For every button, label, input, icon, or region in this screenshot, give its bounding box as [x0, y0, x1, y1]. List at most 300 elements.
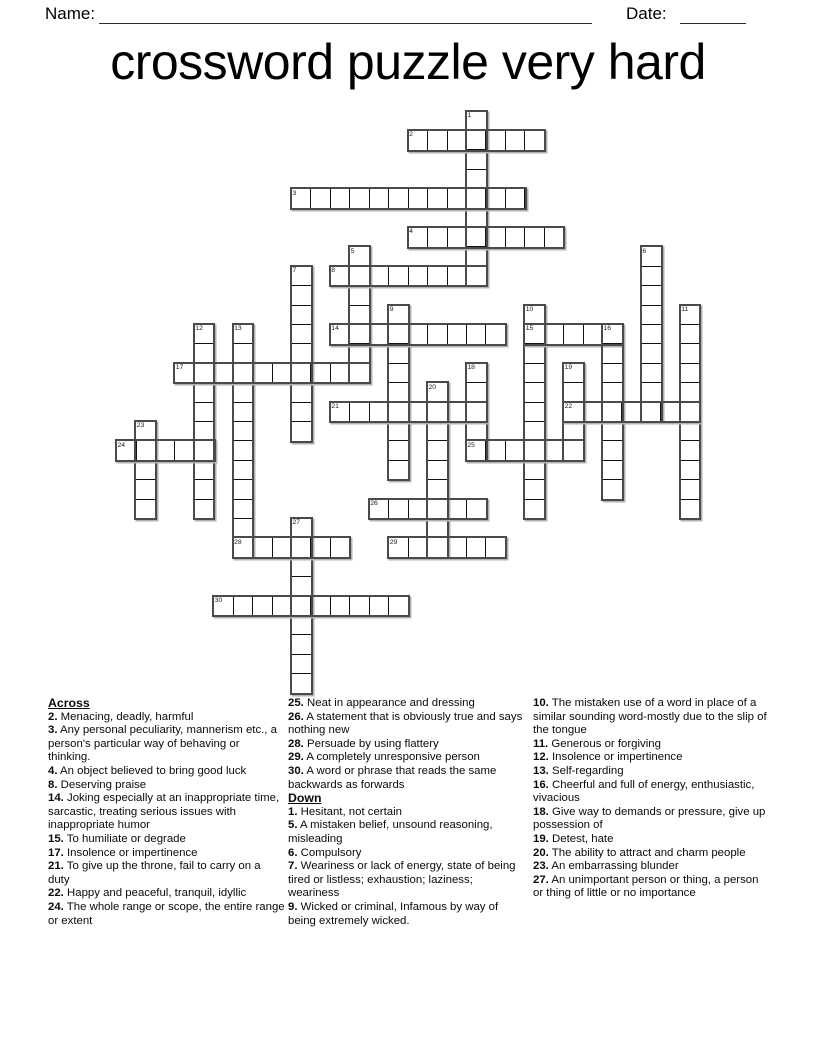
grid-cell[interactable]: [408, 130, 429, 151]
grid-cell[interactable]: [194, 363, 215, 384]
clue-22: 22. Happy and peaceful, tranquil, idyllic: [48, 887, 247, 900]
clue-27: 27. An unimportant person or thing, a person or thing of little or no importance: [533, 873, 759, 900]
grid-cell[interactable]: [291, 596, 312, 617]
grid-cell[interactable]: [563, 324, 584, 345]
grid-cell[interactable]: [408, 324, 429, 345]
grid-cell[interactable]: [641, 285, 662, 306]
grid-cell[interactable]: [194, 421, 215, 442]
grid-cell[interactable]: [563, 440, 584, 461]
grid-cell[interactable]: [641, 343, 662, 364]
grid-cell[interactable]: [466, 130, 487, 151]
cell-number: 22: [564, 403, 573, 410]
cell-number: 27: [292, 519, 301, 527]
grid-cell[interactable]: [544, 227, 565, 248]
grid-cell[interactable]: [291, 363, 312, 384]
grid-cell[interactable]: [291, 285, 312, 306]
grid-cell[interactable]: [427, 402, 448, 423]
grid-cell[interactable]: [272, 596, 293, 617]
grid-cell[interactable]: [310, 537, 331, 558]
clue-28: 28. Persuade by using flattery: [288, 737, 439, 750]
grid-cell[interactable]: [466, 266, 487, 287]
clue-number: 29.: [288, 751, 304, 764]
clue-number: 26.: [288, 710, 304, 723]
clue-17: 17. Insolence or impertinence: [48, 846, 198, 859]
clue-number: 2.: [48, 710, 58, 723]
grid-cell[interactable]: [272, 537, 293, 558]
clue-number: 28.: [288, 737, 304, 750]
grid-cell[interactable]: [349, 188, 370, 209]
grid-cell[interactable]: [524, 421, 545, 442]
grid-cell[interactable]: [602, 363, 623, 384]
grid-cell[interactable]: [369, 596, 390, 617]
grid-cell[interactable]: [524, 479, 545, 500]
grid-cell[interactable]: [369, 188, 390, 209]
cell-number: 21: [331, 403, 339, 410]
grid-cell[interactable]: [466, 537, 487, 558]
grid-cell[interactable]: [291, 266, 312, 287]
grid-cell[interactable]: [116, 440, 137, 461]
grid-cell[interactable]: [466, 169, 487, 190]
grid-cell[interactable]: [330, 324, 351, 345]
grid-cell[interactable]: [466, 149, 487, 170]
grid-cell[interactable]: [621, 402, 642, 423]
grid-cell[interactable]: [388, 421, 409, 442]
grid-cell[interactable]: [291, 654, 312, 675]
grid-cell[interactable]: [427, 499, 448, 520]
grid-cell[interactable]: [680, 324, 701, 345]
grid-cell[interactable]: [388, 460, 409, 481]
clue-18: 18. Give way to demands or pressure, give up possession of: [533, 805, 766, 832]
clue-number: 20.: [533, 846, 549, 859]
grid-cell[interactable]: [369, 266, 390, 287]
grid-cell[interactable]: [310, 188, 331, 209]
clue-number: 6.: [288, 846, 298, 859]
grid-cell[interactable]: [505, 440, 526, 461]
clue-1: 1. Hesitant, not certain: [288, 805, 402, 818]
grid-cell[interactable]: [680, 479, 701, 500]
grid-cell[interactable]: [194, 343, 215, 364]
clue-number: 15.: [48, 832, 64, 845]
cell-number: 19: [564, 364, 573, 372]
grid-cell[interactable]: [408, 537, 429, 558]
clue-4: 4. An object believed to bring good luck: [48, 764, 247, 777]
grid-cell[interactable]: [213, 596, 234, 617]
clue-number: 14.: [48, 792, 64, 805]
grid-cell[interactable]: [194, 440, 215, 461]
clue-column-1: [48, 697, 285, 928]
grid-cell[interactable]: [233, 402, 254, 423]
cell-number: 3: [292, 189, 297, 197]
grid-cell[interactable]: [563, 363, 584, 384]
clue-column-3: [533, 697, 770, 901]
grid-cell[interactable]: [330, 402, 351, 423]
grid-cell[interactable]: [291, 188, 312, 209]
grid-cell[interactable]: [388, 537, 409, 558]
grid-cell[interactable]: [388, 382, 409, 403]
cell-number: 9: [389, 306, 394, 313]
clue-14: 14. Joking especially at an inappropriate time, sarcastic, treating serious issues with inappropriate humor: [48, 792, 280, 832]
clue-13: 13. Self-regarding: [533, 764, 624, 777]
clues-header-down: Down: [288, 791, 322, 806]
grid-cell[interactable]: [447, 402, 468, 423]
clue-21: 21. To give up the throne, fail to carry on a duty: [48, 860, 261, 886]
grid-cell[interactable]: [349, 305, 370, 326]
grid-cell[interactable]: [466, 111, 487, 132]
clue-number: 19.: [533, 832, 549, 845]
grid-cell[interactable]: [524, 343, 545, 364]
grid-cell[interactable]: [447, 266, 468, 287]
grid-cell[interactable]: [349, 324, 370, 345]
cell-number: 26: [370, 500, 378, 507]
grid-cell[interactable]: [233, 324, 254, 345]
grid-cell[interactable]: [524, 460, 545, 481]
grid-cell[interactable]: [233, 343, 254, 364]
cell-number: 30: [214, 597, 223, 604]
clue-19: 19. Detest, hate: [533, 832, 614, 845]
grid-cell[interactable]: [680, 440, 701, 461]
grid-cell[interactable]: [641, 305, 662, 326]
grid-cell[interactable]: [427, 266, 448, 287]
grid-cell[interactable]: [330, 363, 351, 384]
clue-number: 23.: [533, 860, 549, 873]
grid-cell[interactable]: [427, 421, 448, 442]
grid-cell[interactable]: [388, 305, 409, 326]
grid-cell[interactable]: [447, 227, 468, 248]
grid-cell[interactable]: [563, 421, 584, 442]
cell-number: 1: [467, 112, 472, 119]
clue-number: 3.: [48, 724, 58, 737]
grid-cell[interactable]: [641, 246, 662, 267]
grid-cell[interactable]: [680, 382, 701, 403]
grid-cell[interactable]: [349, 363, 370, 384]
grid-cell[interactable]: [602, 440, 623, 461]
grid-cell[interactable]: [641, 266, 662, 287]
grid-cell[interactable]: [388, 363, 409, 384]
cell-number: 15: [525, 325, 534, 333]
clue-number: 27.: [533, 873, 549, 886]
grid-cell[interactable]: [602, 343, 623, 364]
grid-cell[interactable]: [680, 343, 701, 364]
grid-cell[interactable]: [641, 382, 662, 403]
cell-number: 14: [331, 325, 339, 333]
clue-16: 16. Cheerful and full of energy, enthusiastic, vivacious: [533, 778, 755, 805]
grid-cell[interactable]: [233, 537, 254, 558]
grid-cell[interactable]: [388, 343, 409, 364]
grid-cell[interactable]: [194, 499, 215, 520]
clue-number: 10.: [533, 697, 549, 709]
clue-number: 25.: [288, 697, 304, 709]
grid-cell[interactable]: [174, 440, 195, 461]
grid-cell[interactable]: [466, 363, 487, 384]
clue-number: 4.: [48, 764, 58, 777]
grid-cell[interactable]: [349, 246, 370, 267]
clue-7: 7. Weariness or lack of energy, state of being tired or listless; exhaustion; laziness; weariness: [288, 860, 516, 900]
cell-number: 5: [350, 247, 355, 255]
grid-cell[interactable]: [427, 440, 448, 461]
grid-cell[interactable]: [330, 596, 351, 617]
grid-cell[interactable]: [466, 246, 487, 267]
clue-number: 16.: [533, 778, 549, 791]
grid-cell[interactable]: [174, 363, 195, 384]
grid-cell[interactable]: [291, 634, 312, 655]
grid-cell[interactable]: [233, 421, 254, 442]
grid-cell[interactable]: [252, 363, 273, 384]
grid-cell[interactable]: [680, 363, 701, 384]
clue-column-2: [288, 697, 525, 928]
grid-cell[interactable]: [524, 130, 545, 151]
grid-cell[interactable]: [466, 440, 487, 461]
clue-number: 1.: [288, 805, 298, 818]
grid-cell[interactable]: [135, 499, 156, 520]
grid-cell[interactable]: [427, 382, 448, 403]
cell-number: 17: [175, 364, 184, 372]
grid-cell[interactable]: [563, 382, 584, 403]
grid-cell[interactable]: [349, 596, 370, 617]
grid-cell[interactable]: [466, 324, 487, 345]
clue-20: 20. The ability to attract and charm people: [533, 846, 746, 859]
grid-cell[interactable]: [641, 363, 662, 384]
grid-cell[interactable]: [447, 188, 468, 209]
grid-cell[interactable]: [505, 130, 526, 151]
grid-cell[interactable]: [466, 499, 487, 520]
grid-cell[interactable]: [641, 324, 662, 345]
grid-cell[interactable]: [427, 479, 448, 500]
cell-number: 11: [681, 306, 689, 313]
grid-cell[interactable]: [680, 460, 701, 481]
cell-number: 7: [292, 267, 297, 275]
grid-cell[interactable]: [213, 363, 234, 384]
grid-cell[interactable]: [388, 188, 409, 209]
clue-number: 8.: [48, 778, 58, 791]
clue-number: 30.: [288, 764, 304, 777]
grid-cell[interactable]: [427, 460, 448, 481]
clue-number: 22.: [48, 887, 64, 900]
cell-number: 13: [234, 325, 242, 333]
grid-cell[interactable]: [427, 130, 448, 151]
clue-number: 5.: [288, 819, 298, 832]
grid-cell[interactable]: [291, 673, 312, 694]
grid-cell[interactable]: [252, 596, 273, 617]
clue-11: 11. Generous or forgiving: [533, 737, 661, 750]
grid-cell[interactable]: [408, 499, 429, 520]
clue-2: 2. Menacing, deadly, harmful: [48, 710, 194, 723]
grid-cell[interactable]: [680, 402, 701, 423]
grid-cell[interactable]: [408, 266, 429, 287]
grid-cell[interactable]: [233, 460, 254, 481]
grid-cell[interactable]: [310, 596, 331, 617]
grid-cell[interactable]: [388, 402, 409, 423]
grid-cell[interactable]: [408, 188, 429, 209]
grid-cell[interactable]: [447, 537, 468, 558]
clue-6: 6. Compulsory: [288, 846, 362, 859]
grid-cell[interactable]: [408, 227, 429, 248]
grid-cell[interactable]: [485, 324, 506, 345]
clue-9: 9. Wicked or criminal, Infamous by way of being extremely wicked.: [288, 900, 499, 927]
cell-number: 2: [409, 131, 413, 139]
grid-cell[interactable]: [427, 188, 448, 209]
grid-cell[interactable]: [466, 402, 487, 423]
grid-cell[interactable]: [602, 460, 623, 481]
grid-cell[interactable]: [291, 557, 312, 578]
grid-cell[interactable]: [330, 188, 351, 209]
cell-number: 29: [389, 538, 398, 546]
cell-number: 10: [525, 306, 534, 313]
grid-cell[interactable]: [524, 499, 545, 520]
grid-cell[interactable]: [447, 130, 468, 151]
grid-cell[interactable]: [505, 188, 526, 209]
cell-number: 6: [642, 247, 647, 255]
grid-cell[interactable]: [524, 382, 545, 403]
grid-cell[interactable]: [680, 305, 701, 326]
grid-cell[interactable]: [291, 382, 312, 403]
grid-cell[interactable]: [602, 421, 623, 442]
grid-cell[interactable]: [680, 499, 701, 520]
grid-cell[interactable]: [135, 479, 156, 500]
grid-cell[interactable]: [330, 537, 351, 558]
grid-cell[interactable]: [233, 382, 254, 403]
grid-cell[interactable]: [369, 324, 390, 345]
grid-cell[interactable]: [233, 440, 254, 461]
grid-cell[interactable]: [447, 499, 468, 520]
grid-cell[interactable]: [524, 305, 545, 326]
grid-cell[interactable]: [291, 343, 312, 364]
grid-cell[interactable]: [388, 440, 409, 461]
grid-cell[interactable]: [272, 363, 293, 384]
grid-cell[interactable]: [485, 188, 506, 209]
grid-cell[interactable]: [194, 460, 215, 481]
grid-cell[interactable]: [602, 382, 623, 403]
grid-cell[interactable]: [349, 285, 370, 306]
grid-cell[interactable]: [330, 266, 351, 287]
grid-cell[interactable]: [408, 402, 429, 423]
grid-cell[interactable]: [369, 499, 390, 520]
grid-cell[interactable]: [155, 440, 176, 461]
cell-number: 16: [603, 325, 612, 333]
cell-number: 25: [467, 441, 475, 449]
grid-cell[interactable]: [291, 576, 312, 597]
grid-cell[interactable]: [388, 266, 409, 287]
grid-cell[interactable]: [310, 363, 331, 384]
grid-cell[interactable]: [466, 208, 487, 229]
clue-number: 12.: [533, 751, 549, 764]
clue-number: 11.: [533, 737, 549, 750]
grid-cell[interactable]: [233, 479, 254, 500]
grid-cell[interactable]: [291, 518, 312, 539]
grid-cell[interactable]: [194, 324, 215, 345]
grid-cell[interactable]: [291, 421, 312, 442]
grid-cell[interactable]: [349, 266, 370, 287]
grid-cell[interactable]: [427, 227, 448, 248]
grid-cell[interactable]: [602, 479, 623, 500]
clue-26: 26. A statement that is obviously true and says nothing new: [288, 710, 523, 737]
grid-cell[interactable]: [349, 343, 370, 364]
grid-cell[interactable]: [485, 227, 506, 248]
grid-cell[interactable]: [524, 324, 545, 345]
grid-cell[interactable]: [466, 227, 487, 248]
clue-12: 12. Insolence or impertinence: [533, 751, 683, 764]
grid-cell[interactable]: [466, 382, 487, 403]
grid-cell[interactable]: [524, 402, 545, 423]
grid-cell[interactable]: [135, 440, 156, 461]
grid-cell[interactable]: [660, 402, 681, 423]
clue-8: 8. Deserving praise: [48, 778, 147, 791]
grid-cell[interactable]: [524, 440, 545, 461]
grid-cell[interactable]: [680, 421, 701, 442]
clue-15: 15. To humiliate or degrade: [48, 832, 186, 845]
cell-number: 12: [195, 325, 203, 333]
clue-number: 7.: [288, 860, 298, 873]
grid-cell[interactable]: [291, 537, 312, 558]
grid-cell[interactable]: [252, 537, 273, 558]
grid-cell[interactable]: [563, 402, 584, 423]
grid-cell[interactable]: [194, 402, 215, 423]
grid-cell[interactable]: [135, 460, 156, 481]
cell-number: 20: [428, 383, 437, 391]
grid-cell[interactable]: [602, 324, 623, 345]
cell-number: 8: [331, 267, 336, 275]
grid-cell[interactable]: [485, 130, 506, 151]
grid-cell[interactable]: [447, 324, 468, 345]
grid-cell[interactable]: [524, 363, 545, 384]
grid-cell[interactable]: [427, 518, 448, 539]
page-title: crossword puzzle very hard: [110, 34, 706, 90]
grid-cell[interactable]: [291, 615, 312, 636]
grid-cell[interactable]: [466, 421, 487, 442]
clue-5: 5. A mistaken belief, unsound reasoning, misleading: [288, 819, 493, 845]
grid-cell[interactable]: [524, 227, 545, 248]
grid-cell[interactable]: [233, 518, 254, 539]
grid-cell[interactable]: [427, 537, 448, 558]
grid-cell[interactable]: [233, 363, 254, 384]
grid-cell[interactable]: [466, 188, 487, 209]
grid-cell[interactable]: [427, 324, 448, 345]
grid-cell[interactable]: [583, 324, 604, 345]
grid-cell[interactable]: [544, 440, 565, 461]
grid-cell[interactable]: [583, 402, 604, 423]
grid-cell[interactable]: [194, 479, 215, 500]
grid-cell[interactable]: [388, 596, 409, 617]
grid-cell[interactable]: [602, 402, 623, 423]
grid-cell[interactable]: [505, 227, 526, 248]
grid-cell[interactable]: [485, 440, 506, 461]
clue-number: 9.: [288, 900, 298, 913]
grid-cell[interactable]: [369, 402, 390, 423]
clue-number: 17.: [48, 846, 64, 859]
date-label: Date:: [626, 4, 667, 23]
grid-cell[interactable]: [135, 421, 156, 442]
clue-24: 24. The whole range or scope, the entire range or extent: [48, 900, 285, 927]
grid-cell[interactable]: [291, 402, 312, 423]
clue-number: 21.: [48, 860, 64, 873]
grid-cell[interactable]: [388, 499, 409, 520]
cell-number: 23: [136, 422, 145, 430]
grid-cell[interactable]: [544, 324, 565, 345]
clue-number: 13.: [533, 764, 549, 777]
grid-cell[interactable]: [233, 596, 254, 617]
grid-cell[interactable]: [388, 324, 409, 345]
grid-cell[interactable]: [233, 499, 254, 520]
clue-3: 3. Any personal peculiarity, mannerism etc., a person's particular way of behaving or thinking.: [48, 724, 277, 764]
grid-cell[interactable]: [349, 402, 370, 423]
cell-number: 24: [117, 441, 126, 449]
grid-cell[interactable]: [194, 382, 215, 403]
grid-cell[interactable]: [291, 324, 312, 345]
grid-cell[interactable]: [641, 402, 662, 423]
grid-cell[interactable]: [291, 305, 312, 326]
clues-header-across: Across: [48, 696, 90, 710]
grid-cell[interactable]: [485, 537, 506, 558]
cell-number: 28: [234, 538, 242, 546]
